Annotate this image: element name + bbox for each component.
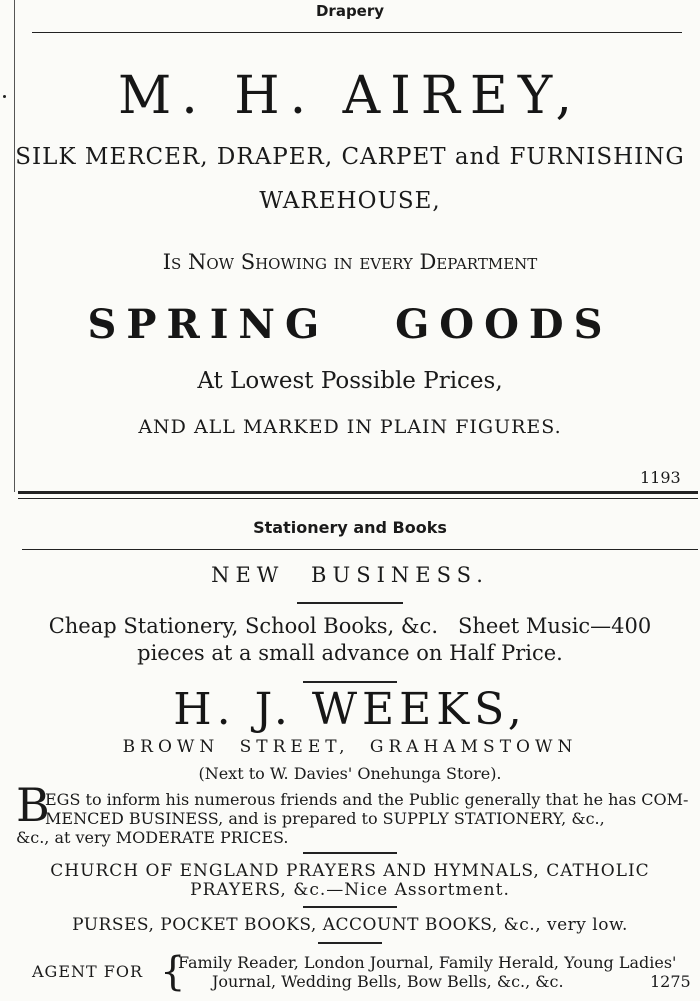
body-text-line2: MENCED BUSINESS, and is prepared to SUPPLY STATIONERY, &c., [45, 809, 605, 828]
section-rule-stationery [22, 549, 698, 550]
plain-figures-line: AND ALL MARKED IN PLAIN FIGURES. [138, 416, 562, 438]
section-title-drapery: Drapery [315, 2, 385, 20]
showing-line: Is Now Showing in every Department [162, 250, 538, 274]
short-rule-1 [297, 602, 403, 604]
agent-publications-line1: Family Reader, London Journal, Family Herald, Young Ladies' [178, 953, 677, 972]
trade-description-line1: SILK MERCER, DRAPER, CARPET and FURNISHING [15, 144, 685, 170]
trade-description-line2: WAREHOUSE, [259, 188, 441, 214]
church-prayers-line1: CHURCH OF ENGLAND PRAYERS AND HYMNALS, CATHOLIC [50, 861, 650, 881]
spring-goods-headline: SPRING GOODS [87, 301, 613, 348]
body-text-line3: &c., at very MODERATE PRICES. [16, 828, 289, 847]
ad-reference-number-2: 1275 [650, 972, 691, 991]
prices-line: At Lowest Possible Prices, [197, 368, 503, 394]
purses-line: PURSES, POCKET BOOKS, ACCOUNT BOOKS, &c., very low. [72, 915, 628, 935]
agent-publications-line2: Journal, Wedding Bells, Bow Bells, &c., &c. [212, 972, 564, 991]
section-title-stationery: Stationery and Books [253, 518, 447, 537]
cheap-stationery-line: Cheap Stationery, School Books, &c. Sheet Music—400 [48, 614, 652, 638]
agent-for-label: AGENT FOR [32, 962, 144, 981]
ad-reference-number: 1193 [640, 468, 681, 487]
merchant-name-airey: M. H. AIREY, [117, 66, 583, 126]
divider-thick [18, 491, 698, 494]
divider-thin [18, 498, 698, 499]
church-prayers-line2: PRAYERS, &c.—Nice Assortment. [190, 880, 510, 900]
merchant-name-weeks: H. J. WEEKS, [173, 684, 527, 735]
store-location-note: (Next to W. Davies' Onehunga Store). [198, 764, 502, 783]
section-rule-top [32, 32, 682, 33]
half-price-line: pieces at a small advance on Half Price. [137, 641, 563, 665]
body-text-line1: EGS to inform his numerous friends and the Public generally that he has COM- [45, 790, 689, 809]
short-rule-3 [303, 852, 397, 854]
short-rule-2 [303, 681, 397, 683]
short-rule-5 [318, 942, 382, 944]
street-address: BROWN STREET, GRAHAMSTOWN [122, 737, 578, 757]
short-rule-4 [303, 906, 397, 908]
new-business-headline: NEW BUSINESS. [211, 563, 489, 587]
agent-brace: { [160, 949, 186, 995]
drop-cap-b: B [16, 778, 50, 832]
